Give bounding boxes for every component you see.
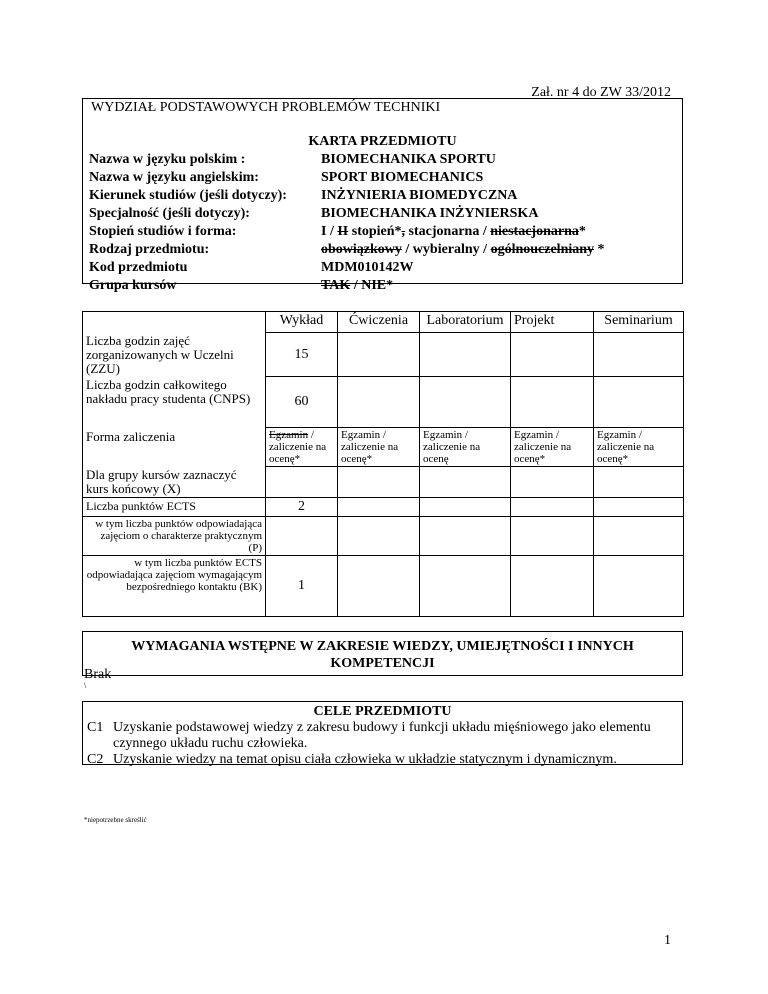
level-part: stacjonarna /	[405, 224, 491, 239]
type-value	[321, 241, 605, 259]
ects-seminar	[594, 498, 684, 517]
card-title: KARTA PRZEDMIOTU	[308, 134, 457, 149]
header-empty	[83, 312, 266, 333]
prerequisites-mark: \	[84, 681, 87, 690]
cnps-lab	[420, 377, 511, 428]
form-label: Forma zaliczenia	[83, 428, 266, 467]
ects-project	[511, 498, 594, 517]
objective-c1	[87, 720, 677, 736]
zzu-lab	[420, 333, 511, 377]
bk-lecture: 1	[266, 556, 338, 617]
practical-exercises	[338, 517, 420, 556]
code-label: Kod przedmiotu	[89, 260, 188, 275]
zzu-exercises	[338, 333, 420, 377]
zzu-label: Liczba godzin zajęć zorganizowanych w Uczelni (ZZU)	[83, 333, 266, 377]
footnote: *niepotrzebne skreślić	[84, 816, 147, 824]
form-project: Egzamin / zaliczenie na ocenę*	[511, 428, 594, 467]
level-value	[321, 223, 586, 241]
level-label: Stopień studiów i forma:	[89, 224, 237, 239]
level-part: *	[578, 224, 586, 239]
page-number: 1	[664, 933, 671, 948]
spec-value: BIOMECHANIKA INŻYNIERSKA	[321, 206, 539, 221]
form-lecture-struck: Egzamin	[269, 429, 309, 441]
practical-lab	[420, 517, 511, 556]
level-part: I /	[321, 224, 338, 239]
form-lab: Egzamin / zaliczenie na ocenę	[420, 428, 511, 467]
practical-lecture	[266, 517, 338, 556]
level-struck: niestacjonarna	[490, 224, 579, 239]
final-seminar	[594, 467, 684, 498]
ects-lab	[420, 498, 511, 517]
form-exercises: Egzamin / zaliczenie na ocenę*	[338, 428, 420, 467]
final-lecture	[266, 467, 338, 498]
final-lab	[420, 467, 511, 498]
header-seminar: Seminarium	[594, 312, 684, 333]
practical-label: w tym liczba punktów odpowiadająca zajęciom o charakterze praktycznym (P)	[83, 517, 266, 556]
spec-label: Specjalność (jeśli dotyczy):	[89, 206, 250, 221]
objective-text: Uzyskanie podstawowej wiedzy z zakresu budowy i funkcji układu mięśniowego jako elementu	[113, 720, 651, 735]
ects-lecture: 2	[266, 498, 338, 517]
cnps-exercises	[338, 377, 420, 428]
type-part: *	[594, 242, 605, 257]
objectives-title: CELE PRZEDMIOTU	[313, 704, 452, 719]
objectives-list	[87, 720, 677, 768]
zzu-lecture: 15	[266, 333, 338, 377]
form-lecture	[266, 428, 338, 467]
name-en-label: Nazwa w języku angielskim:	[89, 170, 259, 185]
objective-text: Uzyskanie wiedzy na temat opisu ciała człowieka w układzie statycznym i dynamicznym.	[113, 752, 617, 767]
level-part: stopień*	[348, 224, 402, 239]
zzu-seminar	[594, 333, 684, 377]
type-struck: ogólnouczelniany	[490, 242, 595, 257]
prerequisites-text: Brak	[84, 667, 112, 682]
form-seminar: Egzamin / zaliczenie na ocenę*	[594, 428, 684, 467]
objective-c2	[87, 752, 677, 768]
hours-table	[82, 311, 684, 617]
group-struck: TAK	[321, 278, 351, 293]
ects-exercises	[338, 498, 420, 517]
field-label: Kierunek studiów (jeśli dotyczy):	[89, 188, 287, 203]
name-pl: BIOMECHANIKA SPORTU	[321, 152, 496, 167]
objective-code: C2	[87, 752, 104, 767]
bk-seminar	[594, 556, 684, 617]
type-struck: obowiązkowy	[321, 242, 402, 257]
group-value	[321, 277, 393, 295]
final-exercises	[338, 467, 420, 498]
header-lab: Laboratorium	[420, 312, 511, 333]
cnps-seminar	[594, 377, 684, 428]
prerequisites-box	[82, 631, 683, 676]
cnps-project	[511, 377, 594, 428]
level-struck: II	[337, 224, 349, 239]
faculty-name: WYDZIAŁ PODSTAWOWYCH PROBLEMÓW TECHNIKI	[91, 100, 441, 115]
level-struck: ,	[401, 224, 406, 239]
final-course-label: Dla grupy kursów zaznaczyć kurs końcowy (X)	[83, 467, 266, 498]
bk-exercises	[338, 556, 420, 617]
ects-label: Liczba punktów ECTS	[83, 498, 266, 517]
cnps-lecture: 60	[266, 377, 338, 428]
practical-seminar	[594, 517, 684, 556]
bk-lab	[420, 556, 511, 617]
final-project	[511, 467, 594, 498]
header-lecture: Wykład	[266, 312, 338, 333]
group-label: Grupa kursów	[89, 278, 177, 293]
course-info	[89, 151, 605, 295]
name-en: SPORT BIOMECHANICS	[321, 170, 484, 185]
zzu-project	[511, 333, 594, 377]
prerequisites-title: WYMAGANIA WSTĘPNE W ZAKRESIE WIEDZY, UMIEJĘTNOŚCI I INNYCH KOMPETENCJI	[131, 639, 634, 671]
objective-code: C1	[87, 720, 104, 735]
bk-project	[511, 556, 594, 617]
type-label: Rodzaj przedmiotu:	[89, 242, 210, 257]
course-header-box	[82, 98, 683, 293]
form-lecture-rest: / zaliczenie na ocenę*	[269, 429, 327, 465]
objectives-box	[82, 701, 683, 765]
cnps-label: Liczba godzin całkowitego nakładu pracy studenta (CNPS)	[83, 377, 266, 428]
attachment-note: Zał. nr 4 do ZW 33/2012	[531, 85, 671, 100]
objective-c1-continuation: czynnego układu ruchu człowieka.	[113, 736, 308, 751]
field-value: INŻYNIERIA BIOMEDYCZNA	[321, 188, 518, 203]
group-part: / NIE*	[350, 278, 394, 293]
bk-label: w tym liczba punktów ECTS odpowiadająca zajęciom wymagającym bezpośredniego kontaktu (BK)	[83, 556, 266, 617]
header-exercises: Ćwiczenia	[338, 312, 420, 333]
type-part: / wybieralny /	[401, 242, 491, 257]
code-value: MDM010142W	[321, 260, 414, 275]
practical-project	[511, 517, 594, 556]
header-project: Projekt	[511, 312, 594, 333]
name-pl-label: Nazwa w języku polskim :	[89, 152, 246, 167]
